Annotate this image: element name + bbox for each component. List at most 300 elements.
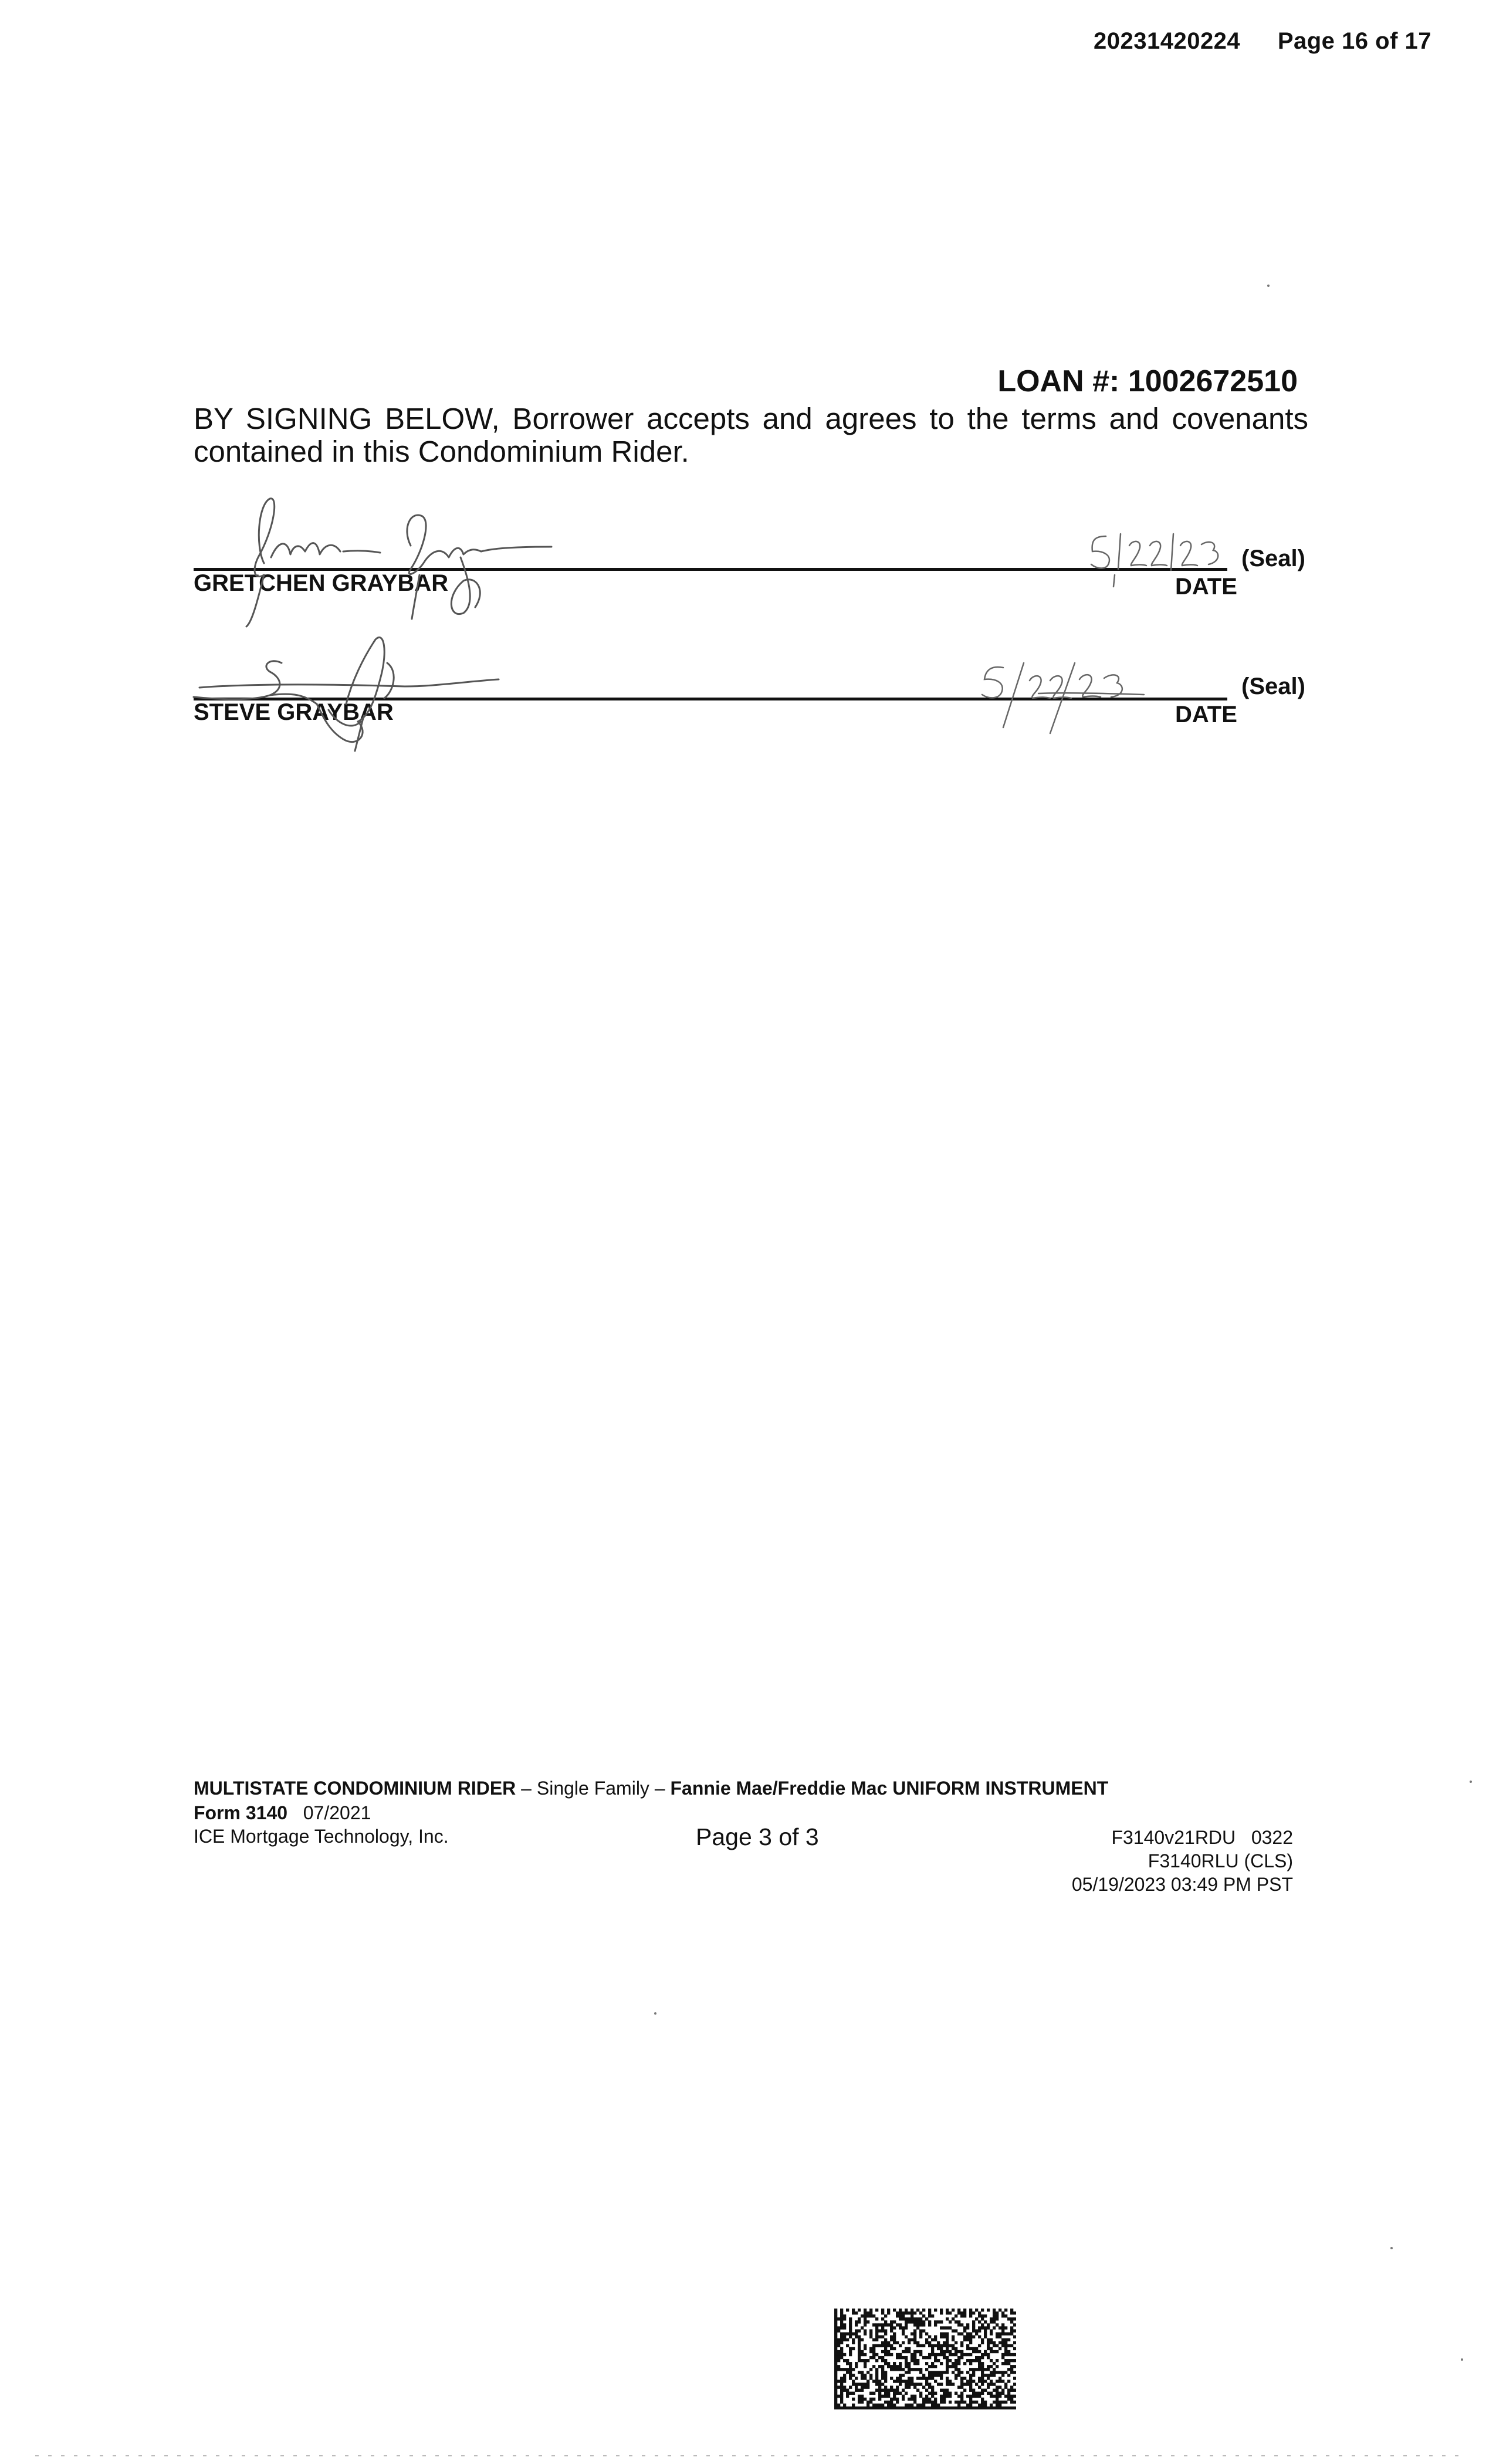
barcode-module <box>987 2326 990 2329</box>
barcode-module <box>890 2407 893 2409</box>
barcode-module <box>919 2377 922 2380</box>
barcode-module <box>878 2407 881 2409</box>
barcode-module <box>955 2347 957 2350</box>
barcode-module <box>887 2389 890 2392</box>
barcode-module <box>1007 2398 1010 2401</box>
barcode-module <box>849 2386 852 2389</box>
barcode-module <box>919 2353 922 2356</box>
barcode-module <box>987 2347 990 2350</box>
barcode-module <box>1013 2336 1016 2338</box>
barcode-module <box>957 2368 960 2371</box>
barcode-module <box>955 2368 957 2371</box>
barcode-module <box>840 2341 843 2344</box>
barcode-module <box>834 2341 837 2344</box>
barcode-module <box>884 2341 887 2344</box>
barcode-module <box>840 2309 843 2311</box>
barcode-module <box>922 2314 925 2317</box>
barcode-module <box>846 2338 849 2341</box>
barcode-module <box>869 2398 872 2401</box>
barcode-module <box>878 2404 881 2407</box>
barcode-module <box>1004 2362 1007 2365</box>
barcode-module <box>966 2395 969 2398</box>
barcode-module <box>887 2407 890 2409</box>
barcode-module <box>911 2356 913 2359</box>
barcode-module <box>955 2329 957 2332</box>
barcode-module <box>896 2365 899 2368</box>
barcode-module <box>999 2347 1001 2350</box>
barcode-module <box>922 2329 925 2332</box>
barcode-module <box>881 2309 884 2311</box>
barcode-module <box>966 2332 969 2335</box>
barcode-module <box>846 2332 849 2335</box>
barcode-module <box>875 2407 878 2409</box>
barcode-module <box>872 2404 875 2407</box>
barcode-module <box>834 2374 837 2377</box>
barcode-module <box>931 2395 934 2398</box>
barcode-module <box>913 2350 916 2353</box>
barcode-module <box>887 2341 890 2344</box>
barcode-module <box>984 2353 987 2356</box>
barcode-module <box>872 2350 875 2353</box>
barcode-module <box>1001 2401 1004 2404</box>
barcode-module <box>878 2356 881 2359</box>
loan-number: LOAN #: 1002672510 <box>997 364 1298 398</box>
barcode-module <box>937 2344 940 2347</box>
barcode-module <box>893 2368 896 2371</box>
barcode-module <box>925 2401 928 2404</box>
barcode-module <box>969 2314 972 2317</box>
barcode-module <box>946 2377 949 2380</box>
barcode-module <box>996 2350 999 2353</box>
barcode-module <box>913 2395 916 2398</box>
barcode-module <box>884 2362 887 2365</box>
barcode-module <box>996 2371 999 2374</box>
barcode-module <box>919 2395 922 2398</box>
barcode-module <box>1007 2392 1010 2395</box>
barcode-module <box>884 2392 887 2395</box>
form-title <box>194 1778 1108 1799</box>
barcode-module <box>911 2353 913 2356</box>
barcode-module <box>890 2389 893 2392</box>
barcode-module <box>999 2401 1001 2404</box>
barcode-module <box>946 2336 949 2338</box>
barcode-module <box>969 2395 972 2398</box>
barcode-module <box>896 2314 899 2317</box>
barcode-module <box>908 2371 911 2374</box>
scan-speck <box>1461 2358 1463 2361</box>
barcode-module <box>946 2347 949 2350</box>
barcode-module <box>996 2389 999 2392</box>
barcode-module <box>908 2407 911 2409</box>
barcode-module <box>916 2309 919 2311</box>
barcode-module <box>993 2341 996 2344</box>
barcode-module <box>864 2317 867 2320</box>
barcode-module <box>837 2395 840 2398</box>
barcode-module <box>852 2368 855 2371</box>
barcode-module <box>928 2365 931 2368</box>
barcode-module <box>916 2350 919 2353</box>
barcode-module <box>981 2323 984 2326</box>
barcode-module <box>1001 2407 1004 2409</box>
barcode-module <box>940 2371 943 2374</box>
barcode-module <box>849 2365 852 2368</box>
barcode-module <box>931 2374 934 2377</box>
barcode-module <box>840 2392 843 2395</box>
barcode-module <box>861 2407 864 2409</box>
barcode-module <box>952 2344 955 2347</box>
barcode-module <box>922 2398 925 2401</box>
barcode-module <box>843 2389 846 2392</box>
barcode-module <box>969 2386 972 2389</box>
barcode-module <box>916 2377 919 2380</box>
barcode-module <box>1007 2338 1010 2341</box>
barcode-module <box>922 2374 925 2377</box>
barcode-module <box>881 2356 884 2359</box>
barcode-module <box>1001 2371 1004 2374</box>
barcode-module <box>884 2332 887 2335</box>
barcode-module <box>896 2353 899 2356</box>
barcode-module <box>869 2329 872 2332</box>
barcode-module <box>911 2377 913 2380</box>
barcode-module <box>878 2323 881 2326</box>
barcode-module <box>849 2320 852 2323</box>
barcode-module <box>1004 2344 1007 2347</box>
barcode-module <box>963 2329 966 2332</box>
barcode-module <box>969 2336 972 2338</box>
barcode-module <box>993 2326 996 2329</box>
barcode-module <box>1001 2323 1004 2326</box>
barcode-module <box>884 2350 887 2353</box>
barcode-module <box>972 2347 975 2350</box>
barcode-module <box>919 2329 922 2332</box>
barcode-module <box>905 2320 908 2323</box>
barcode-module <box>858 2347 861 2350</box>
barcode-module <box>913 2341 916 2344</box>
barcode-module <box>1004 2386 1007 2389</box>
form-timestamp: 05/19/2023 03:49 PM PST <box>1071 1874 1293 1895</box>
barcode-module <box>869 2377 872 2380</box>
barcode-module <box>969 2389 972 2392</box>
barcode-module <box>899 2344 902 2347</box>
barcode-module <box>928 2407 931 2409</box>
barcode-module <box>966 2359 969 2362</box>
barcode-module <box>1004 2326 1007 2329</box>
barcode-module <box>899 2311 902 2314</box>
barcode-module <box>981 2314 984 2317</box>
barcode-module <box>916 2323 919 2326</box>
barcode-module <box>858 2371 861 2374</box>
form-title-separator: – Single Family – <box>516 1778 671 1799</box>
barcode-module <box>978 2386 981 2389</box>
barcode-module <box>934 2401 937 2404</box>
barcode-module <box>940 2374 943 2377</box>
barcode-module <box>957 2311 960 2314</box>
barcode-module <box>957 2309 960 2311</box>
barcode-module <box>940 2326 943 2329</box>
barcode-module <box>834 2407 837 2409</box>
barcode-module <box>896 2323 899 2326</box>
barcode-module <box>834 2371 837 2374</box>
barcode-module <box>837 2326 840 2329</box>
barcode-module <box>943 2344 946 2347</box>
barcode-module <box>864 2407 867 2409</box>
barcode-module <box>996 2332 999 2335</box>
barcode-module <box>902 2314 905 2317</box>
barcode-module <box>899 2323 902 2326</box>
barcode-module <box>840 2377 843 2380</box>
barcode-module <box>919 2392 922 2395</box>
barcode-module <box>981 2407 984 2409</box>
barcode-module <box>858 2344 861 2347</box>
barcode-module <box>931 2377 934 2380</box>
barcode-module <box>1001 2326 1004 2329</box>
barcode-module <box>911 2317 913 2320</box>
barcode-module <box>834 2326 837 2329</box>
barcode-module <box>864 2398 867 2401</box>
barcode-module <box>899 2362 902 2365</box>
barcode-module <box>949 2359 952 2362</box>
barcode-module <box>840 2326 843 2329</box>
barcode-module <box>1001 2374 1004 2377</box>
barcode-module <box>893 2362 896 2365</box>
barcode-module <box>975 2382 978 2385</box>
barcode-module <box>981 2389 984 2392</box>
barcode-module <box>940 2350 943 2353</box>
barcode-module <box>834 2356 837 2359</box>
barcode-module <box>934 2392 937 2395</box>
barcode-module <box>861 2377 864 2380</box>
barcode-module <box>925 2389 928 2392</box>
barcode-module <box>928 2309 931 2311</box>
barcode-module <box>925 2380 928 2382</box>
barcode-module <box>952 2382 955 2385</box>
barcode-module <box>837 2404 840 2407</box>
barcode-module <box>919 2311 922 2314</box>
barcode-module <box>913 2368 916 2371</box>
barcode-module <box>905 2356 908 2359</box>
barcode-module <box>908 2404 911 2407</box>
barcode-module <box>849 2368 852 2371</box>
barcode-module <box>890 2404 893 2407</box>
barcode-module <box>978 2380 981 2382</box>
barcode-module <box>902 2380 905 2382</box>
barcode-module <box>955 2341 957 2344</box>
barcode-module <box>869 2392 872 2395</box>
barcode-module <box>1001 2356 1004 2359</box>
barcode-module <box>849 2392 852 2395</box>
barcode-module <box>890 2401 893 2404</box>
barcode-module <box>893 2336 896 2338</box>
barcode-module <box>975 2368 978 2371</box>
barcode-module <box>846 2344 849 2347</box>
barcode-module <box>855 2362 858 2365</box>
barcode-module <box>852 2404 855 2407</box>
barcode-module <box>987 2338 990 2341</box>
barcode-module <box>931 2353 934 2356</box>
barcode-module <box>890 2368 893 2371</box>
barcode-module <box>852 2338 855 2341</box>
barcode-module <box>987 2341 990 2344</box>
barcode-module <box>999 2341 1001 2344</box>
barcode-module <box>987 2377 990 2380</box>
barcode-module <box>999 2332 1001 2335</box>
barcode-module <box>890 2386 893 2389</box>
barcode-module <box>972 2401 975 2404</box>
barcode-module <box>840 2314 843 2317</box>
barcode-module <box>957 2332 960 2335</box>
barcode-module <box>963 2338 966 2341</box>
barcode-module <box>834 2386 837 2389</box>
barcode-module <box>840 2350 843 2353</box>
barcode-module <box>884 2338 887 2341</box>
barcode-module <box>905 2350 908 2353</box>
barcode-module <box>840 2395 843 2398</box>
barcode-module <box>934 2309 937 2311</box>
barcode-module <box>981 2338 984 2341</box>
barcode-module <box>990 2380 993 2382</box>
barcode-module <box>990 2371 993 2374</box>
barcode-module <box>875 2382 878 2385</box>
barcode-module <box>943 2332 946 2335</box>
barcode-module <box>893 2326 896 2329</box>
barcode-module <box>840 2380 843 2382</box>
barcode-module <box>887 2401 890 2404</box>
barcode-module <box>922 2344 925 2347</box>
barcode-module <box>861 2359 864 2362</box>
barcode-module <box>949 2365 952 2368</box>
barcode-module <box>872 2365 875 2368</box>
barcode-module <box>1004 2353 1007 2356</box>
barcode-module <box>1007 2353 1010 2356</box>
barcode-module <box>984 2401 987 2404</box>
barcode-module <box>981 2368 984 2371</box>
barcode-module <box>881 2323 884 2326</box>
barcode-module <box>963 2389 966 2392</box>
barcode-module <box>934 2407 937 2409</box>
barcode-module <box>867 2407 869 2409</box>
barcode-module <box>852 2374 855 2377</box>
barcode-module <box>931 2362 934 2365</box>
barcode-module <box>966 2382 969 2385</box>
barcode-module <box>1013 2389 1016 2392</box>
barcode-module <box>972 2326 975 2329</box>
barcode-module <box>960 2356 963 2359</box>
seal-label: (Seal) <box>1241 546 1305 571</box>
barcode-module <box>928 2323 931 2326</box>
barcode-module <box>957 2401 960 2404</box>
barcode-module <box>896 2368 899 2371</box>
barcode-module <box>864 2344 867 2347</box>
barcode-module <box>908 2350 911 2353</box>
barcode-module <box>963 2362 966 2365</box>
barcode-module <box>946 2368 949 2371</box>
barcode-module <box>960 2386 963 2389</box>
barcode-module <box>975 2401 978 2404</box>
barcode-module <box>987 2309 990 2311</box>
barcode-module <box>1004 2309 1007 2311</box>
barcode-module <box>913 2359 916 2362</box>
barcode-module <box>843 2338 846 2341</box>
barcode-module <box>949 2395 952 2398</box>
barcode-module <box>840 2398 843 2401</box>
barcode-module <box>978 2329 981 2332</box>
barcode-module <box>875 2359 878 2362</box>
barcode-module <box>864 2365 867 2368</box>
barcode-module <box>834 2309 837 2311</box>
barcode-module <box>955 2350 957 2353</box>
barcode-module <box>855 2377 858 2380</box>
scan-speck <box>1470 1781 1472 1783</box>
barcode-module <box>840 2317 843 2320</box>
barcode-module <box>896 2311 899 2314</box>
barcode-module <box>875 2332 878 2335</box>
barcode-module <box>984 2329 987 2332</box>
barcode-module <box>972 2336 975 2338</box>
barcode-module <box>919 2317 922 2320</box>
barcode-module <box>1013 2347 1016 2350</box>
barcode-module <box>928 2356 931 2359</box>
barcode-module <box>864 2377 867 2380</box>
barcode-module <box>916 2368 919 2371</box>
barcode-module <box>937 2359 940 2362</box>
barcode-module <box>984 2368 987 2371</box>
barcode-module <box>834 2344 837 2347</box>
barcode-module <box>887 2365 890 2368</box>
barcode-module <box>855 2365 858 2368</box>
barcode-module <box>902 2368 905 2371</box>
barcode-module <box>1001 2341 1004 2344</box>
barcode-module <box>993 2407 996 2409</box>
barcode-module <box>963 2309 966 2311</box>
barcode-module <box>849 2371 852 2374</box>
barcode-module <box>852 2382 855 2385</box>
barcode-module <box>858 2338 861 2341</box>
barcode-module <box>957 2407 960 2409</box>
barcode-module <box>972 2407 975 2409</box>
barcode-module <box>861 2314 864 2317</box>
barcode-module <box>878 2392 881 2395</box>
barcode-module <box>922 2356 925 2359</box>
barcode-module <box>852 2407 855 2409</box>
barcode-module <box>1013 2359 1016 2362</box>
barcode-module <box>855 2386 858 2389</box>
barcode-module <box>1004 2401 1007 2404</box>
barcode-module <box>1010 2407 1013 2409</box>
barcode-module <box>934 2374 937 2377</box>
barcode-module <box>946 2309 949 2311</box>
barcode-module <box>902 2389 905 2392</box>
barcode-module <box>840 2332 843 2335</box>
barcode-module <box>981 2309 984 2311</box>
barcode-module <box>984 2404 987 2407</box>
barcode-module <box>946 2380 949 2382</box>
barcode-module <box>928 2374 931 2377</box>
barcode-module <box>916 2407 919 2409</box>
barcode-module <box>955 2377 957 2380</box>
scan-speck <box>1390 2247 1393 2249</box>
barcode-module <box>937 2353 940 2356</box>
scan-speck <box>1267 285 1270 287</box>
barcode-module <box>993 2320 996 2323</box>
barcode-module <box>996 2401 999 2404</box>
barcode-module <box>946 2407 949 2409</box>
barcode-module <box>934 2380 937 2382</box>
barcode-module <box>884 2371 887 2374</box>
barcode-module <box>963 2311 966 2314</box>
barcode-module <box>943 2341 946 2344</box>
barcode-module <box>834 2362 837 2365</box>
barcode-module <box>908 2347 911 2350</box>
